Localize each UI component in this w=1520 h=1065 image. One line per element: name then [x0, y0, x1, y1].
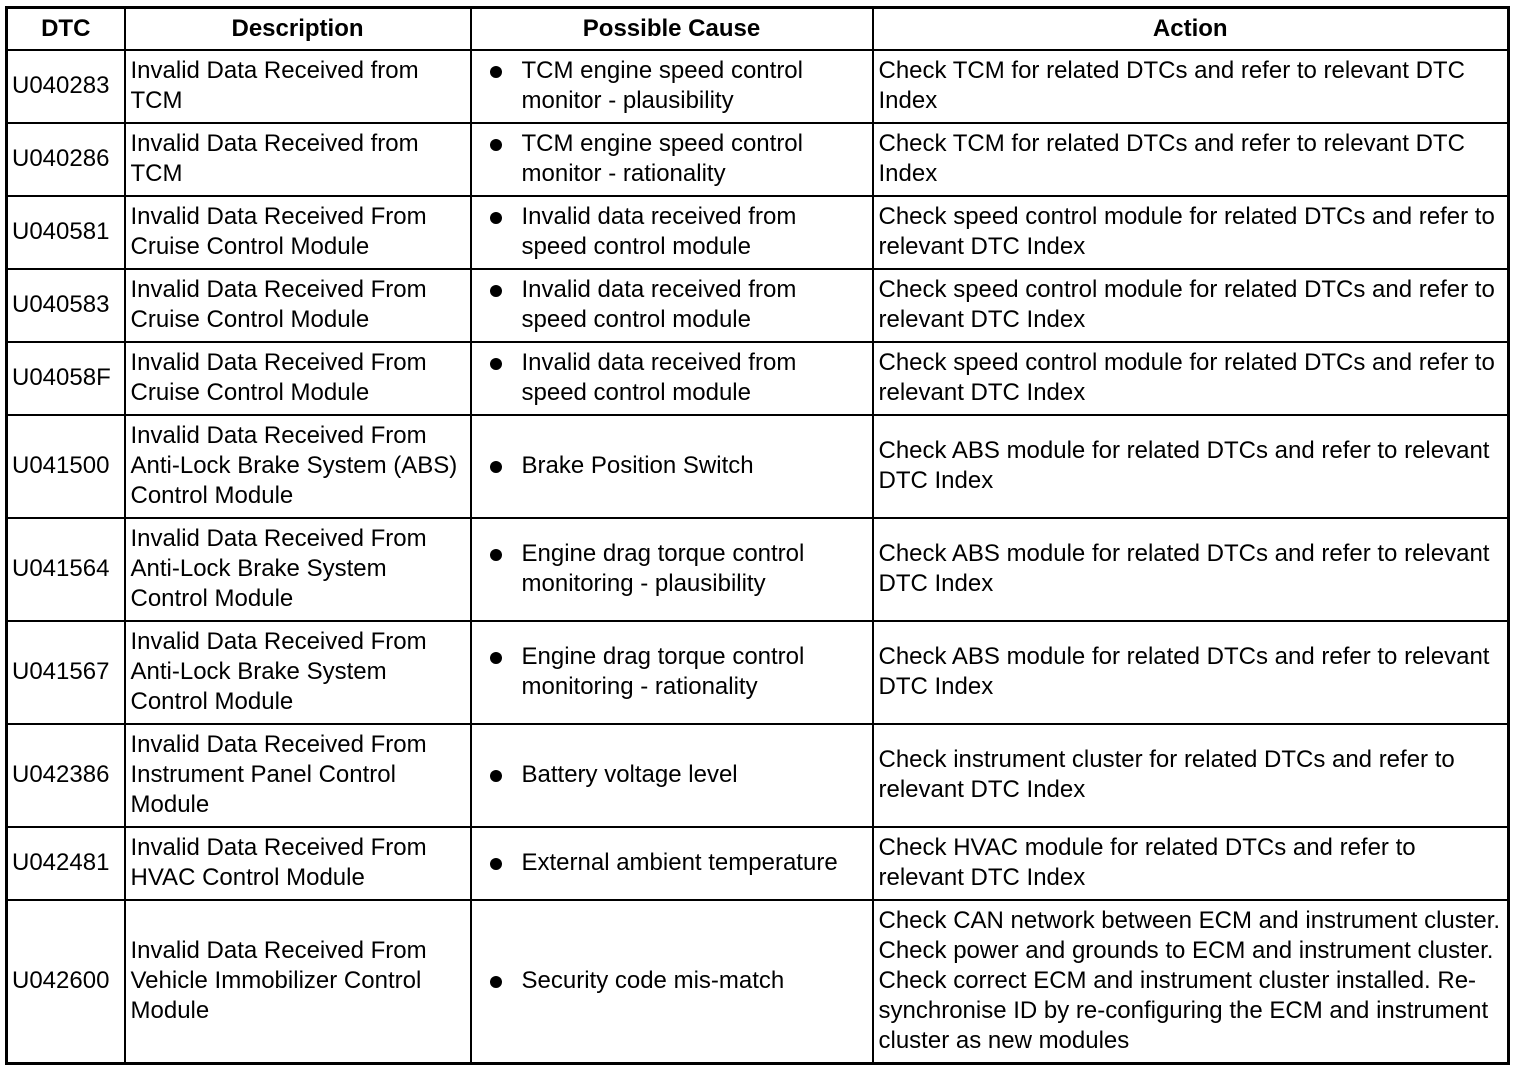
- action-cell: Check HVAC module for related DTCs and refer to relevant DTC Index: [873, 827, 1509, 900]
- bullet-icon: [490, 976, 502, 988]
- action-cell: Check TCM for related DTCs and refer to relevant DTC Index: [873, 123, 1509, 196]
- dtc-code: U040286: [7, 123, 125, 196]
- dtc-code: U040283: [7, 50, 125, 123]
- bullet-icon: [490, 212, 502, 224]
- possible-cause-cell: [471, 269, 873, 342]
- dtc-code: U041500: [7, 415, 125, 518]
- description-cell: Invalid Data Received From HVAC Control Module: [125, 827, 471, 900]
- possible-cause-text: Brake Position Switch: [521, 452, 754, 479]
- dtc-code: U04058F: [7, 342, 125, 415]
- table-row: [7, 342, 1509, 415]
- possible-cause-text: Engine drag torque control monitoring - plausibility: [521, 540, 805, 597]
- possible-cause-text: Battery voltage level: [521, 761, 738, 788]
- description-cell: Invalid Data Received From Cruise Control Module: [125, 196, 471, 269]
- possible-cause-cell: [471, 518, 873, 621]
- bullet-icon: [490, 549, 502, 561]
- bullet-icon: [490, 770, 502, 782]
- description-cell: Invalid Data Received From Instrument Panel Control Module: [125, 724, 471, 827]
- header-description: Description: [125, 8, 471, 51]
- possible-cause-cell: [471, 342, 873, 415]
- table-header-row: [7, 8, 1509, 51]
- table-row: [7, 269, 1509, 342]
- dtc-code: U041567: [7, 621, 125, 724]
- description-cell: Invalid Data Received From Anti-Lock Brake System Control Module: [125, 621, 471, 724]
- description-cell: Invalid Data Received From Anti-Lock Brake System (ABS) Control Module: [125, 415, 471, 518]
- possible-cause-text: Invalid data received from speed control module: [521, 203, 797, 260]
- bullet-icon: [490, 285, 502, 297]
- table-row: [7, 621, 1509, 724]
- possible-cause-text: TCM engine speed control monitor - rationality: [521, 130, 803, 187]
- dtc-code: U040583: [7, 269, 125, 342]
- dtc-code: U042386: [7, 724, 125, 827]
- possible-cause-text: External ambient temperature: [521, 849, 838, 876]
- header-dtc: DTC: [7, 8, 125, 51]
- table-row: [7, 196, 1509, 269]
- table-row: [7, 415, 1509, 518]
- possible-cause-text: Security code mis-match: [521, 967, 785, 994]
- table-row: [7, 518, 1509, 621]
- dtc-table-container: [5, 6, 1510, 1065]
- table-row: [7, 724, 1509, 827]
- possible-cause-cell: [471, 196, 873, 269]
- dtc-code: U040581: [7, 196, 125, 269]
- bullet-icon: [490, 66, 502, 78]
- possible-cause-text: Invalid data received from speed control module: [521, 276, 797, 333]
- table-row: [7, 123, 1509, 196]
- dtc-code: U041564: [7, 518, 125, 621]
- action-cell: Check CAN network between ECM and instrument cluster. Check power and grounds to ECM and instrument cluster. Check correct ECM and instrument cluster installed. Re-synchronise ID by re-configuring the ECM and instrument cluster as new modules: [873, 900, 1509, 1064]
- table-row: [7, 900, 1509, 1064]
- dtc-code: U042481: [7, 827, 125, 900]
- action-cell: Check instrument cluster for related DTCs and refer to relevant DTC Index: [873, 724, 1509, 827]
- action-cell: Check ABS module for related DTCs and refer to relevant DTC Index: [873, 621, 1509, 724]
- action-cell: Check speed control module for related DTCs and refer to relevant DTC Index: [873, 269, 1509, 342]
- description-cell: Invalid Data Received From Cruise Control Module: [125, 342, 471, 415]
- description-cell: Invalid Data Received From Anti-Lock Brake System Control Module: [125, 518, 471, 621]
- bullet-icon: [490, 858, 502, 870]
- possible-cause-cell: [471, 724, 873, 827]
- description-cell: Invalid Data Received from TCM: [125, 50, 471, 123]
- description-cell: Invalid Data Received From Cruise Control Module: [125, 269, 471, 342]
- table-row: [7, 50, 1509, 123]
- bullet-icon: [490, 358, 502, 370]
- header-possible-cause: Possible Cause: [471, 8, 873, 51]
- possible-cause-cell: [471, 621, 873, 724]
- action-cell: Check ABS module for related DTCs and refer to relevant DTC Index: [873, 415, 1509, 518]
- possible-cause-cell: [471, 900, 873, 1064]
- possible-cause-cell: [471, 827, 873, 900]
- possible-cause-cell: [471, 50, 873, 123]
- possible-cause-text: Engine drag torque control monitoring - rationality: [521, 643, 805, 700]
- bullet-icon: [490, 139, 502, 151]
- table-row: [7, 827, 1509, 900]
- dtc-table: [5, 6, 1510, 1065]
- action-cell: Check speed control module for related DTCs and refer to relevant DTC Index: [873, 342, 1509, 415]
- possible-cause-text: TCM engine speed control monitor - plausibility: [521, 57, 803, 114]
- header-action: Action: [873, 8, 1509, 51]
- action-cell: Check speed control module for related DTCs and refer to relevant DTC Index: [873, 196, 1509, 269]
- possible-cause-text: Invalid data received from speed control module: [521, 349, 797, 406]
- bullet-icon: [490, 652, 502, 664]
- description-cell: Invalid Data Received from TCM: [125, 123, 471, 196]
- action-cell: Check ABS module for related DTCs and refer to relevant DTC Index: [873, 518, 1509, 621]
- dtc-code: U042600: [7, 900, 125, 1064]
- possible-cause-cell: [471, 123, 873, 196]
- action-cell: Check TCM for related DTCs and refer to relevant DTC Index: [873, 50, 1509, 123]
- bullet-icon: [490, 461, 502, 473]
- possible-cause-cell: [471, 415, 873, 518]
- description-cell: Invalid Data Received From Vehicle Immobilizer Control Module: [125, 900, 471, 1064]
